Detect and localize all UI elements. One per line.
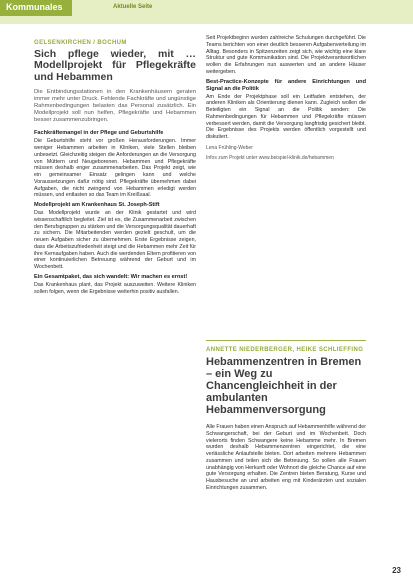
section-heading: Ein Gesamtpaket, das sich wandelt: Wir machen es ernst! (34, 273, 188, 280)
section-heading: Modellprojekt am Krankenhaus St. Joseph-Stift (34, 202, 160, 208)
header-right-label: Aktuelle Seite (113, 4, 153, 10)
section-text: Das Krankenhaus plant, das Projekt auszuweiten. Weitere Kliniken sollen folgen, wenn die Ergebnisse weiterhin positiv ausfallen. (34, 281, 196, 295)
article-divider (206, 340, 366, 341)
article-headline: Sich pflege wieder, mit … Modellprojekt für Pflegekräfte und Hebammen (34, 47, 196, 83)
article2-headline: Hebammenzentren in Bremen – ein Weg zu Chancengleichheit in der ambulanten Hebammenversorgung (206, 356, 362, 416)
right-article (206, 347, 366, 492)
header-bar (0, 0, 413, 24)
author-name: Lena Frühling-Weber (206, 144, 253, 151)
left-article (34, 40, 196, 298)
author-note: Infos zum Projekt unter www.beispiel-klinik.de/hebammen (206, 155, 334, 162)
section-heading: Fachkräftemangel in der Pflege und Geburtshilfe (34, 130, 164, 137)
section-text: Das Modellprojekt wurde an der Klinik gestartet und wird wissenschaftlich begleitet. Ziel ist es, die Zusammenarbeit zwischen den Berufsgruppen zu stärken und die Versorgungsqualität dauerhaft zu sichern. Die Mitarbeitenden werden gezielt geschult, um die neuen Aufgaben sicher zu übernehmen. Erste Ergebnisse zeigen, dass die Arbeitszufriedenheit steigt und die Hebammen mehr Zeit für ihre Kernaufgaben haben. Auch die werdenden Eltern profitieren von einer kontinuierlichen Betreuung während der Geburt und im Wochenbett. (34, 210, 196, 270)
article2-kicker: ANNETTE NIEDERBERGER, HEIKE SCHLIEFFING (206, 347, 364, 353)
right-column (206, 35, 366, 162)
article-lead: Die Entbindungsstationen in den Krankenhäusern geraten immer mehr unter Druck. Fehlende Fachkräfte und ungünstige Rahmenbedingungen belasten das Personal zusätzlich. Ein Modellprojekt soll nun helfen, Pflegekräfte und Hebammen besser zusammenzubringen. (34, 89, 196, 124)
right-intro: Seit Projektbeginn wurden zahlreiche Schulungen durchgeführt. Die Teams berichten von einer deutlich besseren Aufgabenverteilung im Alltag. Besonders in Spitzenzeiten zeigt sich, wie wichtig eine klare Struktur und gute Kommunikation sind. Die Projektverantwortlichen wollen die Erfahrungen nun auswerten und an andere Häuser weitergeben. (206, 35, 366, 75)
article2-body: Alle Frauen haben einen Anspruch auf Hebammenhilfe während der Schwangerschaft, bei der Geburt und im Wochenbett. Doch vielerorts finden Schwangere keine Hebamme mehr. In Bremen wurden deshalb Hebammenzentren eingerichtet, die eine verlässliche Anlaufstelle bieten. Dort arbeiten mehrere Hebammen zusammen und teilen sich die Betreuung. So sollen alle Frauen unabhängig von Herkunft oder Wohnort die gleiche Chance auf eine gute Versorgung erhalten. Die Zentren bieten Beratung, Kurse und Hausbesuche an und arbeiten eng mit Kinderärzten und sozialen Einrichtungen zusammen. (206, 424, 366, 491)
page-number: 23 (392, 566, 401, 575)
article-kicker: GELSENKIRCHEN / BOCHUM (34, 40, 127, 46)
best-practice-text: Am Ende der Projektphase soll ein Leitfaden entstehen, der anderen Kliniken als Orientierung dienen kann. Zugleich wollen die Beteiligten ein Signal an die Politik senden: Die Rahmenbedingungen für Hebammen und Pflegekräfte müssen verbessert werden, damit die Versorgung langfristig gesichert bleibt. Die Ergebnisse des Projekts werden öffentlich vorgestellt und diskutiert. (206, 93, 366, 140)
section-label: Kommunales (6, 2, 63, 12)
section-text: Die Geburtshilfe steht vor großen Herausforderungen. Immer weniger Hebammen arbeiten in Kliniken, viele Stellen bleiben unbesetzt. Gleichzeitig steigen die Anforderungen an die Versorgung von Müttern und Neugeborenen. Hebammen und Pflegekräfte müssen deshalb enger zusammenarbeiten. Das Projekt zeigt, wie ein gemeinsamer Einsatz gelingen kann und welche Voraussetzungen dafür nötig sind. Pflegekräfte übernehmen dabei Aufgaben, die nicht zwingend von Hebammen erledigt werden müssen, und entlasten so das Team im Kreißsaal. (34, 138, 196, 199)
section-tab (0, 0, 72, 16)
best-practice-heading: Best-Practice-Konzepte für andere Einrichtungen und Signal an die Politik (206, 78, 366, 92)
